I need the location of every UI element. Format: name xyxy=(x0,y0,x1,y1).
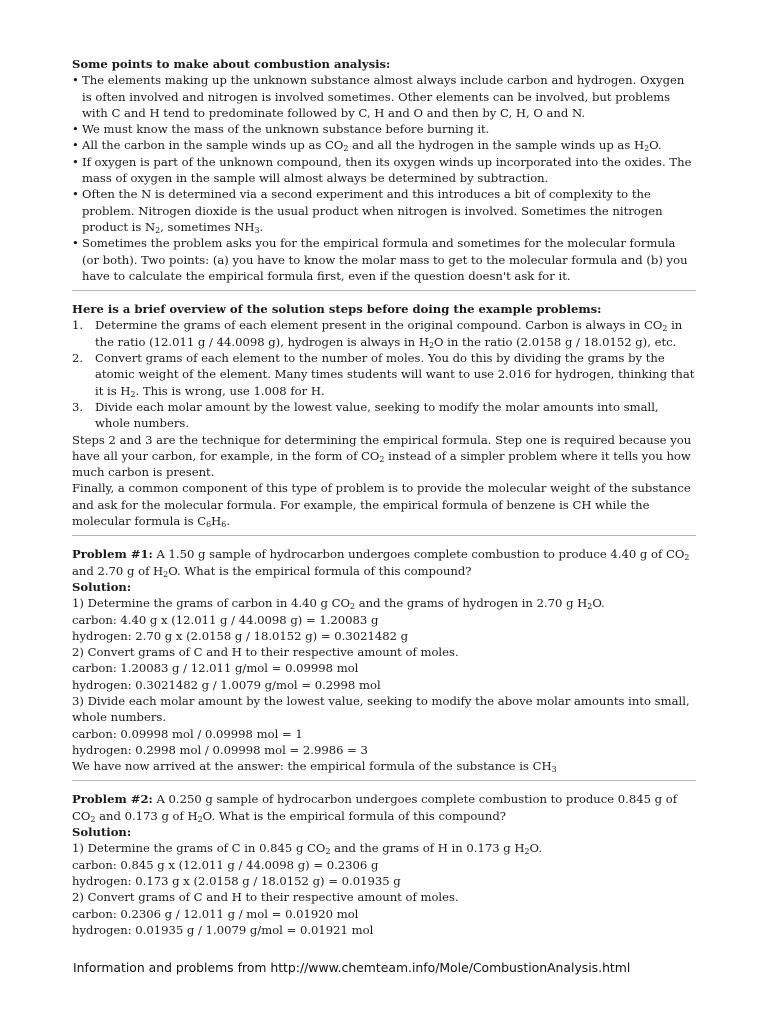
overview-paragraph: Steps 2 and 3 are the technique for determining the empirical formula. Step one is required because you have all your carbon, for example, in the form of $CO_2$ instead of a simpler problem where it tells you how much carbon is present. xyxy=(72,432,692,480)
solution-line: 1) Determine the grams of C in 0.845 g $CO_2$ and the grams of H in 0.173 g $H_2O$. xyxy=(72,841,543,857)
subscript: 2 xyxy=(379,455,385,465)
step-number: 2. xyxy=(72,351,84,366)
section-divider xyxy=(72,535,696,536)
subscript: 2 xyxy=(163,569,169,579)
solution-line: hydrogen: 0.3021482 g / 1.0079 g/mol = 0.2998 mol xyxy=(72,677,381,692)
overview-paragraph: Finally, a common component of this type of problem is to provide the molecular weight of the substance and ask for the molecular formula. For example, the empirical formula of benzene is CH while the molecular formula is $C_6H_6$. xyxy=(72,481,691,530)
solution-line: 2) Convert grams of C and H to their respective amount of moles. xyxy=(72,645,459,660)
solution-line: carbon: 0.09998 mol / 0.09998 mol = 1 xyxy=(72,726,303,741)
subscript: 6 xyxy=(206,520,212,530)
problem-1-label: Problem #1: xyxy=(72,547,153,562)
subscript: 6 xyxy=(221,520,227,530)
problem-2-statement xyxy=(72,791,696,824)
subscript: 3 xyxy=(254,226,260,236)
problem-1-section xyxy=(72,546,696,774)
step-text: Determine the grams of each element present in the original compound. Carbon is always in $CO_2$ in the ratio (12.011 g / 44.0098 g), hydrogen is always in $H_2O$ in the ratio (2.0158 g / 18.0152 g), etc. xyxy=(95,318,683,350)
subscript: 2 xyxy=(197,814,203,824)
subscript: 2 xyxy=(350,602,356,612)
solution-line: carbon: 1.20083 g / 12.011 g/mol = 0.09998 mol xyxy=(72,661,359,676)
solution-line: carbon: 0.845 g x (12.011 g / 44.0098 g) = 0.2306 g xyxy=(72,857,379,872)
solution-line: 3) Divide each molar amount by the lowest value, seeking to modify the above molar amounts into small, whole numbers. xyxy=(72,693,690,725)
subscript: 3 xyxy=(551,765,557,775)
solution-line: 2) Convert grams of C and H to their respective amount of moles. xyxy=(72,890,459,905)
source-attribution: Information and problems from http://www.chemteam.info/Mole/CombustionAnalysis.html xyxy=(73,960,631,975)
subscript: 2 xyxy=(130,389,136,399)
solution-line: hydrogen: 0.173 g x (2.0158 g / 18.0152 g) = 0.01935 g xyxy=(72,873,401,888)
solution-line: hydrogen: 0.01935 g / 1.0079 g/mol = 0.01921 mol xyxy=(72,922,374,937)
subscript: 2 xyxy=(343,144,349,154)
solution-line: carbon: 0.2306 g / 12.011 g / mol = 0.01920 mol xyxy=(72,906,359,921)
subscript: 2 xyxy=(325,847,331,857)
combustion-points-section xyxy=(72,56,696,284)
problem-2-solution-label: Solution: xyxy=(72,825,132,840)
solution-overview-section xyxy=(72,301,696,529)
solution-overview-heading: Here is a brief overview of the solution steps before doing the example problems: xyxy=(72,302,602,317)
bullet-item: • The elements making up the unknown substance almost always include carbon and hydrogen. Oxygen is often involved and nitrogen is involved sometimes. Other elements can be involved, but problems with C and H tend to predominate followed by C, H and O and then by C, H, O and N. xyxy=(72,72,696,121)
combustion-points-heading: Some points to make about combustion analysis: xyxy=(72,57,391,71)
problem-1-text: A 1.50 g sample of hydrocarbon undergoes complete combustion to produce 4.40 g of $CO_2$ and 2.70 g of $H_2O$. What is the empirical formula of this compound? xyxy=(72,547,690,579)
solution-line: We have now arrived at the answer: the empirical formula of the substance is $CH_3$ xyxy=(72,759,557,775)
subscript: 2 xyxy=(428,340,434,350)
bullet-item: • If oxygen is part of the unknown compound, then its oxygen winds up incorporated into the oxides. The mass of oxygen in the sample will almost always be determined by subtraction. xyxy=(72,154,696,187)
subscript: 2 xyxy=(662,324,668,334)
bullet-item: • Sometimes the problem asks you for the empirical formula and sometimes for the molecular formula (or both). Two points: (a) you have to know the molar mass to get to the molecular formula and (b) you have to calculate the empirical formula first, even if the question doesn't ask for it. xyxy=(72,235,696,284)
bullet-item: • Often the N is determined via a second experiment and this introduces a bit of complexity to the problem. Nitrogen dioxide is the usual product when nitrogen is involved. Sometimes the nitrogen product is $N_2$, sometimes $NH_3$. xyxy=(72,186,696,235)
step-text: Divide each molar amount by the lowest value, seeking to modify the molar amounts into small, whole numbers. xyxy=(95,399,659,431)
section-divider xyxy=(72,780,696,781)
problem-2-section xyxy=(72,791,696,938)
combustion-points-list xyxy=(72,72,696,284)
section-divider xyxy=(72,290,696,291)
solution-line: hydrogen: 0.2998 mol / 0.09998 mol = 2.9986 = 3 xyxy=(72,742,368,757)
subscript: 2 xyxy=(587,602,593,612)
step-item xyxy=(72,317,696,350)
solution-line: hydrogen: 2.70 g x (2.0158 g / 18.0152 g) = 0.3021482 g xyxy=(72,628,409,643)
step-text: Convert grams of each element to the number of moles. You do this by dividing the grams by the atomic weight of the element. Many times students will want to use 2.016 for hydrogen, thinking that it is $H_2$. This is wrong, use 1.008 for H. xyxy=(95,351,695,399)
subscript: 2 xyxy=(155,226,161,236)
subscript: 2 xyxy=(644,144,650,154)
document-body xyxy=(72,56,696,938)
subscript: 2 xyxy=(684,553,690,563)
problem-2-text: A 0.250 g sample of hydrocarbon undergoes complete combustion to produce 0.845 g of $CO_2$ and 0.173 g of $H_2O$. What is the empirical formula of this compound? xyxy=(72,792,678,824)
problem-1-statement xyxy=(72,546,696,579)
subscript: 2 xyxy=(90,814,96,824)
subscript: 2 xyxy=(524,847,530,857)
solution-steps-list xyxy=(72,317,696,431)
step-item xyxy=(72,399,696,432)
step-item xyxy=(72,350,696,399)
problem-2-label: Problem #2: xyxy=(72,792,153,807)
problem-1-solution-label: Solution: xyxy=(72,579,132,594)
bullet-item: • We must know the mass of the unknown substance before burning it. xyxy=(72,121,696,137)
solution-line: carbon: 4.40 g x (12.011 g / 44.0098 g) = 1.20083 g xyxy=(72,612,379,627)
solution-line: 1) Determine the grams of carbon in 4.40 g $CO_2$ and the grams of hydrogen in 2.70 g $H_2O$. xyxy=(72,596,605,612)
step-number: 3. xyxy=(72,399,84,414)
bullet-item: • All the carbon in the sample winds up as $CO_2$ and all the hydrogen in the sample winds up as $H_2O$. xyxy=(72,137,696,153)
step-number: 1. xyxy=(72,318,84,333)
